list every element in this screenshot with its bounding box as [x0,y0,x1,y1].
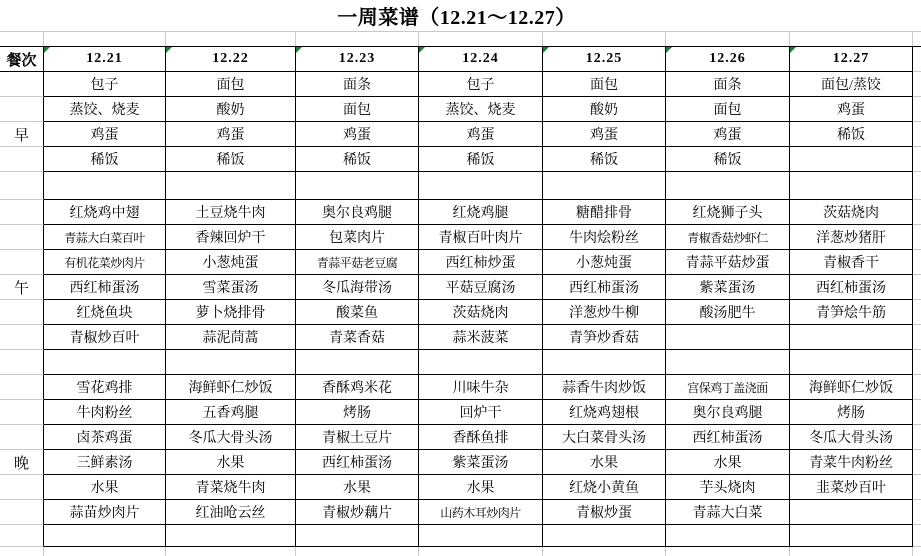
table-row [0,425,921,450]
gridline-tick [296,32,419,46]
gutter-cell [913,97,921,122]
label-column-cell[interactable] [0,225,44,250]
table-row [0,97,921,122]
menu-cell[interactable]: 紫菜蛋汤 [666,275,790,300]
empty-cell[interactable] [44,172,166,200]
meal-label-cell[interactable]: 晚 [0,450,44,475]
empty-cell[interactable] [296,350,419,375]
empty-cell[interactable] [790,325,913,350]
menu-cell[interactable]: 鸡蛋 [666,122,790,147]
menu-cell[interactable]: 五香鸡腿 [166,400,296,425]
error-indicator-icon [666,47,672,53]
empty-cell[interactable] [543,350,666,375]
menu-cell[interactable]: 蒸饺、烧麦 [44,97,166,122]
date-label: 12.24 [462,51,499,66]
menu-cell[interactable]: 鸡蛋 [166,122,296,147]
empty-cell[interactable] [666,172,790,200]
menu-cell[interactable]: 大白菜骨头汤 [543,425,666,450]
menu-cell[interactable]: 青椒香菇炒虾仁 [666,225,790,250]
menu-cell[interactable]: 冬瓜大骨头汤 [790,425,913,450]
menu-cell[interactable]: 小葱炖蛋 [543,250,666,275]
label-column-cell[interactable] [0,300,44,325]
menu-cell[interactable]: 稀饭 [44,147,166,172]
gutter-cell [913,500,921,525]
gridline-tick [0,32,44,46]
empty-cell[interactable] [166,172,296,200]
menu-cell[interactable]: 青椒炒蛋 [543,500,666,525]
menu-cell[interactable]: 烤肠 [296,400,419,425]
menu-cell[interactable]: 红烧鸡中翅 [44,200,166,225]
error-indicator-icon [296,47,302,53]
menu-cell[interactable]: 稀饭 [166,147,296,172]
empty-cell[interactable] [666,525,790,547]
table-row [0,450,921,475]
menu-cell[interactable]: 牛肉粉丝 [44,400,166,425]
date-label: 12.21 [86,51,123,66]
table-row [0,325,921,350]
gutter-cell [913,72,921,97]
gutter-cell [913,250,921,275]
menu-cell[interactable]: 红烧鸡翅根 [543,400,666,425]
menu-cell[interactable]: 西红柿炒蛋 [419,250,543,275]
empty-cell[interactable] [543,525,666,547]
date-header-cell[interactable] [166,47,296,72]
menu-cell[interactable]: 冬瓜大骨头汤 [166,425,296,450]
label-column-cell[interactable] [0,325,44,350]
gutter-cell [913,147,921,172]
menu-cell[interactable]: 平菇豆腐汤 [419,275,543,300]
menu-cell[interactable]: 青菜牛肉粉丝 [790,450,913,475]
menu-cell[interactable]: 青笋炒香菇 [543,325,666,350]
empty-cell[interactable] [790,500,913,525]
menu-cell[interactable]: 水果 [44,475,166,500]
menu-cell[interactable]: 红烧狮子头 [666,200,790,225]
gridline-tick [419,32,543,46]
table-row [0,122,921,147]
menu-cell[interactable]: 青椒炒百叶 [44,325,166,350]
gridline-tick [543,32,666,46]
menu-cell[interactable]: 青椒炒藕片 [296,500,419,525]
corner-cell[interactable]: 餐次 [0,47,44,72]
table-row [0,72,921,97]
gridline-tick [666,32,790,46]
gutter-cell [913,525,921,547]
label-column-cell[interactable] [0,97,44,122]
menu-cell[interactable]: 奥尔良鸡腿 [296,200,419,225]
menu-cell[interactable]: 香酥鸡米花 [296,375,419,400]
gutter-cell [913,122,921,147]
menu-cell[interactable]: 小葱炖蛋 [166,250,296,275]
menu-cell[interactable]: 水果 [666,450,790,475]
date-label: 12.23 [338,51,376,66]
table-row [0,400,921,425]
menu-cell[interactable]: 洋葱炒猪肝 [790,225,913,250]
menu-cell[interactable]: 宫保鸡丁盖浇面 [666,375,790,400]
menu-cell[interactable]: 稀饭 [790,122,913,147]
empty-cell[interactable] [166,350,296,375]
date-label: 12.22 [212,51,249,66]
gutter-cell [913,475,921,500]
menu-cell[interactable]: 稀饭 [666,147,790,172]
label-column-cell[interactable] [0,350,44,375]
menu-cell[interactable]: 酸汤肥牛 [666,300,790,325]
label-column-cell[interactable] [0,375,44,400]
label-column-cell[interactable] [0,400,44,425]
gutter-cell [913,425,921,450]
gutter-cell [913,47,921,72]
menu-cell[interactable]: 西红柿蛋汤 [44,275,166,300]
menu-cell[interactable]: 有机花菜炒肉片 [44,250,166,275]
menu-cell[interactable]: 酸奶 [166,97,296,122]
menu-cell[interactable]: 蒜香牛肉炒饭 [543,375,666,400]
menu-cell[interactable]: 蒜泥茼蒿 [166,325,296,350]
menu-cell[interactable]: 青蒜平菇老豆腐 [296,250,419,275]
menu-cell[interactable]: 三鲜素汤 [44,450,166,475]
empty-cell[interactable] [790,525,913,547]
menu-cell[interactable]: 洋葱炒牛柳 [543,300,666,325]
menu-cell[interactable]: 西红柿蛋汤 [666,425,790,450]
date-label: 12.26 [709,51,746,66]
menu-cell[interactable]: 水果 [419,475,543,500]
empty-cell[interactable] [790,350,913,375]
menu-cell[interactable]: 茨菇烧肉 [419,300,543,325]
date-header-cell[interactable] [666,47,790,72]
menu-cell[interactable]: 海鲜虾仁炒饭 [790,375,913,400]
date-header-cell[interactable] [543,47,666,72]
menu-cell[interactable]: 酸奶 [543,97,666,122]
gutter-cell [913,450,921,475]
menu-cell[interactable]: 酸菜鱼 [296,300,419,325]
menu-cell[interactable]: 红烧小黄鱼 [543,475,666,500]
menu-cell[interactable]: 雪菜蛋汤 [166,275,296,300]
date-header-cell[interactable] [296,47,419,72]
menu-cell[interactable]: 面包 [666,97,790,122]
menu-cell[interactable]: 包子 [44,72,166,97]
gutter-cell [913,172,921,200]
menu-cell[interactable]: 包菜肉片 [296,225,419,250]
empty-cell[interactable] [543,172,666,200]
empty-cell[interactable] [44,350,166,375]
table-row [0,300,921,325]
menu-cell[interactable]: 红烧鸡腿 [419,200,543,225]
menu-cell[interactable]: 青菜烧牛肉 [166,475,296,500]
menu-cell[interactable]: 面包 [296,97,419,122]
label-column-cell[interactable] [0,525,44,547]
table-row [0,225,921,250]
label-column-cell[interactable] [0,500,44,525]
menu-cell[interactable]: 芋头烧肉 [666,475,790,500]
menu-cell[interactable]: 青椒香干 [790,250,913,275]
meal-label-cell[interactable]: 午 [0,275,44,300]
empty-cell[interactable] [419,172,543,200]
menu-cell[interactable]: 西红柿蛋汤 [296,450,419,475]
menu-cell[interactable]: 海鲜虾仁炒饭 [166,375,296,400]
menu-cell[interactable]: 卤茶鸡蛋 [44,425,166,450]
menu-cell[interactable]: 稀饭 [419,147,543,172]
menu-cell[interactable]: 鸡蛋 [44,122,166,147]
table-row [0,200,921,225]
label-column-cell[interactable] [0,172,44,200]
menu-cell[interactable]: 青蒜平菇炒蛋 [666,250,790,275]
menu-cell[interactable]: 青笋烩牛筋 [790,300,913,325]
gutter-cell [913,200,921,225]
menu-cell[interactable]: 糖醋排骨 [543,200,666,225]
menu-cell[interactable]: 蒜米菠菜 [419,325,543,350]
menu-cell[interactable]: 香酥鱼排 [419,425,543,450]
menu-cell[interactable]: 蒸饺、烧麦 [419,97,543,122]
menu-cell[interactable]: 茨菇烧肉 [790,200,913,225]
gridline-tick [913,32,921,46]
menu-cell[interactable]: 面条 [296,72,419,97]
empty-cell[interactable] [296,172,419,200]
gridline-tick [790,32,913,46]
meal-label-cell[interactable]: 早 [0,122,44,147]
menu-cell[interactable]: 土豆烧牛肉 [166,200,296,225]
empty-cell[interactable] [166,525,296,547]
menu-cell[interactable]: 山药木耳炒肉片 [419,500,543,525]
label-column-cell[interactable] [0,147,44,172]
gutter-cell [913,325,921,350]
menu-cell[interactable]: 面条 [666,72,790,97]
menu-cell[interactable]: 西红柿蛋汤 [543,275,666,300]
spacer-row [0,350,921,375]
menu-cell[interactable]: 水果 [543,450,666,475]
date-label: 12.27 [832,51,870,66]
empty-cell[interactable] [666,325,790,350]
menu-cell[interactable]: 红油呛云丝 [166,500,296,525]
gutter-cell [913,350,921,375]
page-title: 一周菜谱（12.21～12.27） [337,7,576,29]
header-row [0,47,921,72]
menu-cell[interactable]: 面包/蒸饺 [790,72,913,97]
menu-cell[interactable]: 青蒜大白菜 [666,500,790,525]
table-row [0,475,921,500]
menu-cell[interactable]: 雪花鸡排 [44,375,166,400]
date-header-cell[interactable] [419,47,543,72]
title-row [0,0,921,31]
gutter-cell [913,375,921,400]
menu-cell[interactable]: 鸡蛋 [543,122,666,147]
menu-cell[interactable]: 香辣回炉干 [166,225,296,250]
date-header-cell[interactable] [44,47,166,72]
empty-cell[interactable] [296,525,419,547]
gutter-cell [913,275,921,300]
menu-cell[interactable]: 奥尔良鸡腿 [666,400,790,425]
menu-cell[interactable]: 烤肠 [790,400,913,425]
label-column-cell[interactable] [0,200,44,225]
menu-cell[interactable]: 稀饭 [296,147,419,172]
menu-cell[interactable]: 面包 [166,72,296,97]
gutter-cell [913,300,921,325]
menu-cell[interactable]: 青菜香菇 [296,325,419,350]
menu-cell[interactable]: 鸡蛋 [296,122,419,147]
weekly-menu-table [0,46,921,547]
menu-cell[interactable]: 回炉干 [419,400,543,425]
menu-cell[interactable]: 水果 [166,450,296,475]
error-indicator-icon [543,47,549,53]
empty-cell[interactable] [790,172,913,200]
gridline-tick [44,32,166,46]
menu-cell[interactable]: 西红柿蛋汤 [790,275,913,300]
label-column-cell[interactable] [0,425,44,450]
empty-cell[interactable] [790,147,913,172]
menu-cell[interactable]: 水果 [296,475,419,500]
table-row [0,500,921,525]
date-header-cell[interactable] [790,47,913,72]
empty-cell[interactable] [419,525,543,547]
spacer-row [0,172,921,200]
menu-cell[interactable]: 青椒土豆片 [296,425,419,450]
menu-cell[interactable]: 韭菜炒百叶 [790,475,913,500]
error-indicator-icon [419,47,425,53]
table-row [0,275,921,300]
menu-cell[interactable]: 冬瓜海带汤 [296,275,419,300]
empty-cell[interactable] [666,350,790,375]
gridline-strip-top [0,31,921,46]
menu-cell[interactable]: 青椒百叶肉片 [419,225,543,250]
menu-cell[interactable]: 蒜苗炒肉片 [44,500,166,525]
table-row [0,147,921,172]
menu-cell[interactable]: 川味牛杂 [419,375,543,400]
menu-cell[interactable]: 鸡蛋 [419,122,543,147]
menu-cell[interactable]: 稀饭 [543,147,666,172]
empty-cell[interactable] [419,350,543,375]
table-row [0,375,921,400]
error-indicator-icon [166,47,172,53]
menu-cell[interactable]: 紫菜蛋汤 [419,450,543,475]
menu-cell[interactable]: 红烧鱼块 [44,300,166,325]
label-column-cell[interactable] [0,475,44,500]
gridline-tick [166,32,296,46]
gutter-cell [913,225,921,250]
menu-cell[interactable]: 面包 [543,72,666,97]
gutter-cell [913,400,921,425]
empty-cell[interactable] [44,525,166,547]
menu-cell[interactable]: 青蒜大白菜百叶 [44,225,166,250]
menu-cell[interactable]: 包子 [419,72,543,97]
spacer-row [0,525,921,547]
table-row [0,250,921,275]
error-indicator-icon [44,47,50,53]
label-column-cell[interactable] [0,250,44,275]
error-indicator-icon [790,47,796,53]
date-label: 12.25 [585,51,623,66]
menu-cell[interactable]: 牛肉烩粉丝 [543,225,666,250]
label-column-cell[interactable] [0,72,44,97]
menu-cell[interactable]: 萝卜烧排骨 [166,300,296,325]
menu-cell[interactable]: 鸡蛋 [790,97,913,122]
